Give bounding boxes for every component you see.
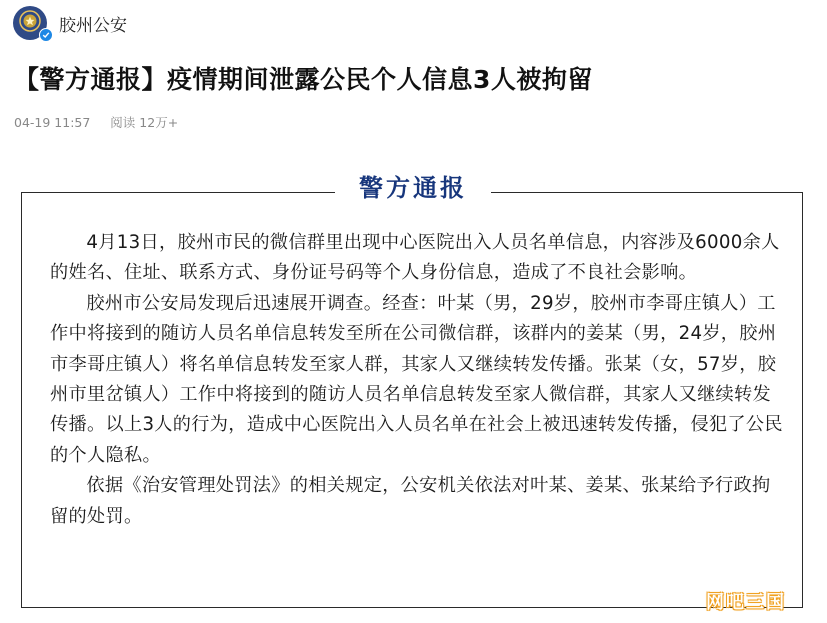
account-header (0, 0, 827, 46)
verified-check-icon (39, 28, 53, 42)
article-title: 【警方通报】疫情期间泄露公民个人信息3人被拘留 (14, 65, 593, 94)
article-meta (14, 113, 178, 131)
notice-paragraph: 依据《治安管理处罚法》的相关规定，公安机关依法对叶某、姜某、张某给予行政拘留的处罚。 (50, 475, 771, 527)
reads-count: 12万+ (139, 115, 179, 130)
notice-body (50, 228, 785, 532)
reads-label: 阅读 (110, 115, 136, 130)
notice-heading: 警方通报 (335, 168, 491, 208)
watermark: 网吧三国 (706, 592, 786, 613)
notice-paragraph: 胶州市公安局发现后迅速展开调查。经查：叶某（男，29岁，胶州市李哥庄镇人）工作中将接到的随访人员名单信息转发至所在公司微信群，该群内的姜某（男，24岁，胶州市李哥庄镇人）将名单信息转发至家人群，其家人又继续转发传播。张某（女，57岁，胶州市里岔镇人）工作中将接到的随访人员名单信息转发至家人微信群，其家人又继续转发传播。以上3人的行为，造成中心医院出入人员名单在社会上被迅速转发传播，侵犯了公民的个人隐私。 (50, 292, 783, 466)
notice-paragraph: 4月13日，胶州市民的微信群里出现中心医院出入人员名单信息，内容涉及6000余人的姓名、住址、联系方式、身份证号码等个人身份信息，造成了不良社会影响。 (50, 232, 780, 284)
account-name[interactable]: 胶州公安 (59, 16, 127, 36)
publish-date: 04-19 11:57 (14, 115, 91, 130)
